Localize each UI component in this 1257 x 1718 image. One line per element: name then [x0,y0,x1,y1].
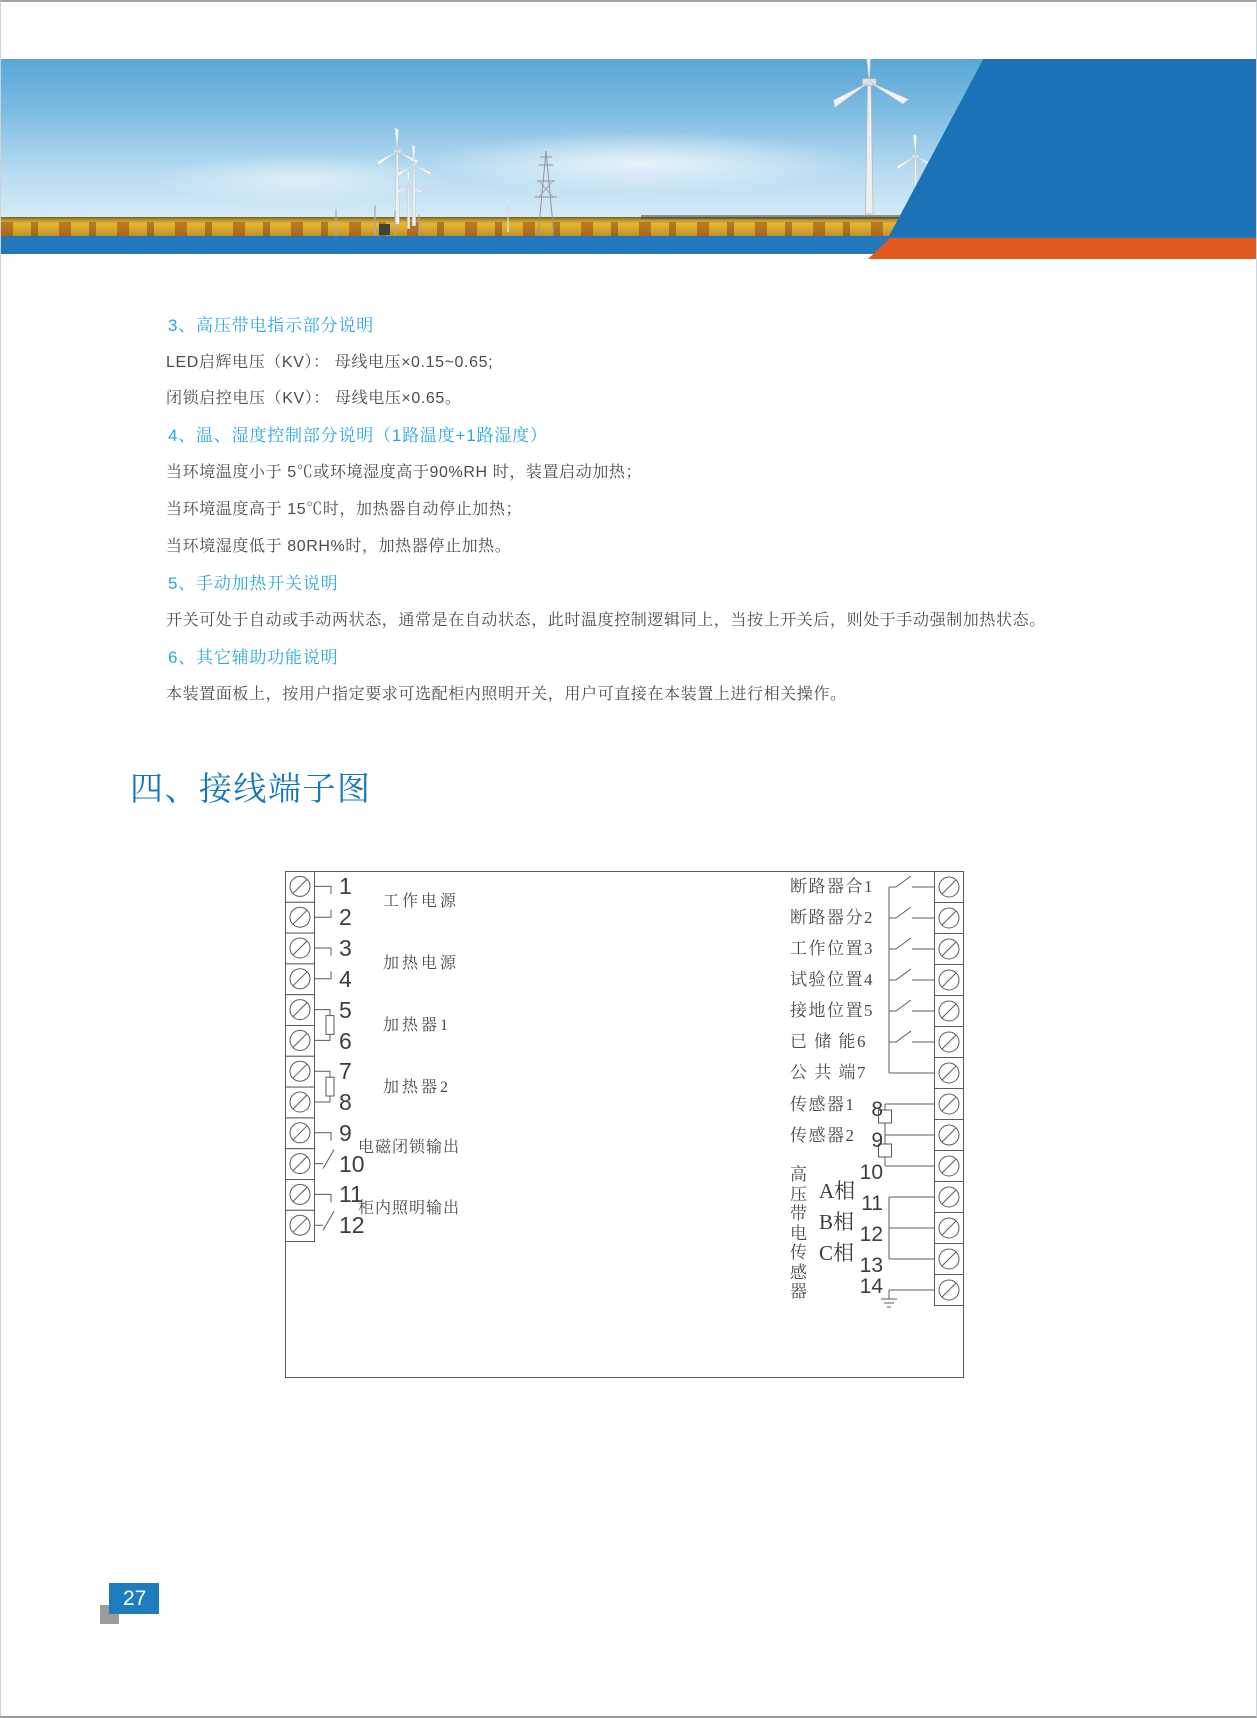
left-terminal-number: 11 [339,1181,363,1207]
paragraph-manual-switch: 开关可处于自动或手动两状态，通常是在自动状态，此时温度控制逻辑同上，当按上开关后，则处于手动强制加热状态。 [166,612,1046,629]
phase-label: C相 [819,1241,855,1265]
right-row-label: 已 储 能6 [790,1032,867,1051]
right-terminal-number: 9 [871,1129,883,1152]
page-number-badge: 27 [109,1583,159,1614]
left-terminal-number: 3 [339,935,352,961]
left-terminal-number: 10 [339,1151,365,1177]
right-terminal-number: 11 [861,1192,883,1215]
left-terminal-number: 2 [339,904,352,930]
left-terminal-number: 12 [339,1212,365,1238]
ground-symbol-icon [881,1290,934,1307]
left-group-label: 柜内照明输出 [358,1200,461,1217]
left-group-label: 加热器1 [383,1017,452,1034]
hv-sensor-vertical-label: 高压带电传感器 [790,1165,807,1301]
paragraph-led-voltage: LED启辉电压（KV）： 母线电压×0.15~0.65; [166,354,494,371]
phase-label: B相 [819,1210,855,1234]
right-terminal-number: 13 [859,1254,883,1277]
left-terminal-number: 9 [339,1120,352,1146]
ground-shed-graphic [379,224,390,235]
right-row-label: 断路器合1 [790,877,874,896]
right-row-label: 试验位置4 [790,970,874,989]
right-terminal-strip [879,872,964,1308]
left-terminal-number: 1 [339,873,352,899]
section-heading-6: 6、其它辅助功能说明 [168,648,339,667]
right-terminal-number: 10 [859,1161,883,1184]
sensor-label: 传感器1 [790,1095,856,1114]
left-group-label: 电磁闭锁输出 [358,1139,461,1156]
left-terminal-number: 4 [339,966,352,992]
right-row-label: 接地位置5 [790,1001,874,1020]
header-banner [1,59,1257,236]
diagram-title: 四、接线端子图 [130,770,372,807]
power-line-tower-graphic [535,151,557,236]
paragraph-aux-function: 本装置面板上，按用户指定要求可选配柜内照明开关，用户可直接在本装置上进行相关操作。 [166,686,847,703]
right-row-label: 工作位置3 [790,939,874,958]
left-terminal-number: 8 [339,1089,352,1115]
paragraph-heat-stop-humidity: 当环境湿度低于 80RH%时，加热器停止加热。 [166,538,512,555]
left-terminal-strip [286,872,335,1242]
right-terminal-number: 8 [871,1098,883,1121]
left-terminal-number: 6 [339,1028,352,1054]
right-row-label: 断路器分2 [790,908,874,927]
sensor-label: 传感器2 [790,1126,856,1145]
phase-label: A相 [819,1179,856,1203]
right-row-label: 公 共 端7 [790,1063,867,1082]
paragraph-heat-stop-temp: 当环境温度高于 15℃时，加热器自动停止加热； [166,501,523,518]
paragraph-heat-start: 当环境温度小于 5℃或环境湿度高于90%RH 时，装置启动加热； [166,464,643,481]
left-group-label: 加热器2 [383,1079,452,1096]
paragraph-lock-voltage: 闭锁启控电压（KV）： 母线电压×0.65。 [166,390,462,407]
section-heading-4: 4、温、湿度控制部分说明（1路温度+1路湿度） [168,426,548,445]
left-group-label: 加热电源 [383,955,460,972]
right-terminal-number: 12 [859,1223,883,1246]
section-heading-3: 3、高压带电指示部分说明 [168,316,375,335]
left-group-label: 工作电源 [383,893,460,910]
left-terminal-number: 7 [339,1058,352,1084]
left-terminal-number: 5 [339,997,352,1023]
utility-pole-graphic [336,205,419,236]
right-terminal-number: 14 [859,1275,883,1298]
section-heading-5: 5、手动加热开关说明 [168,574,339,593]
